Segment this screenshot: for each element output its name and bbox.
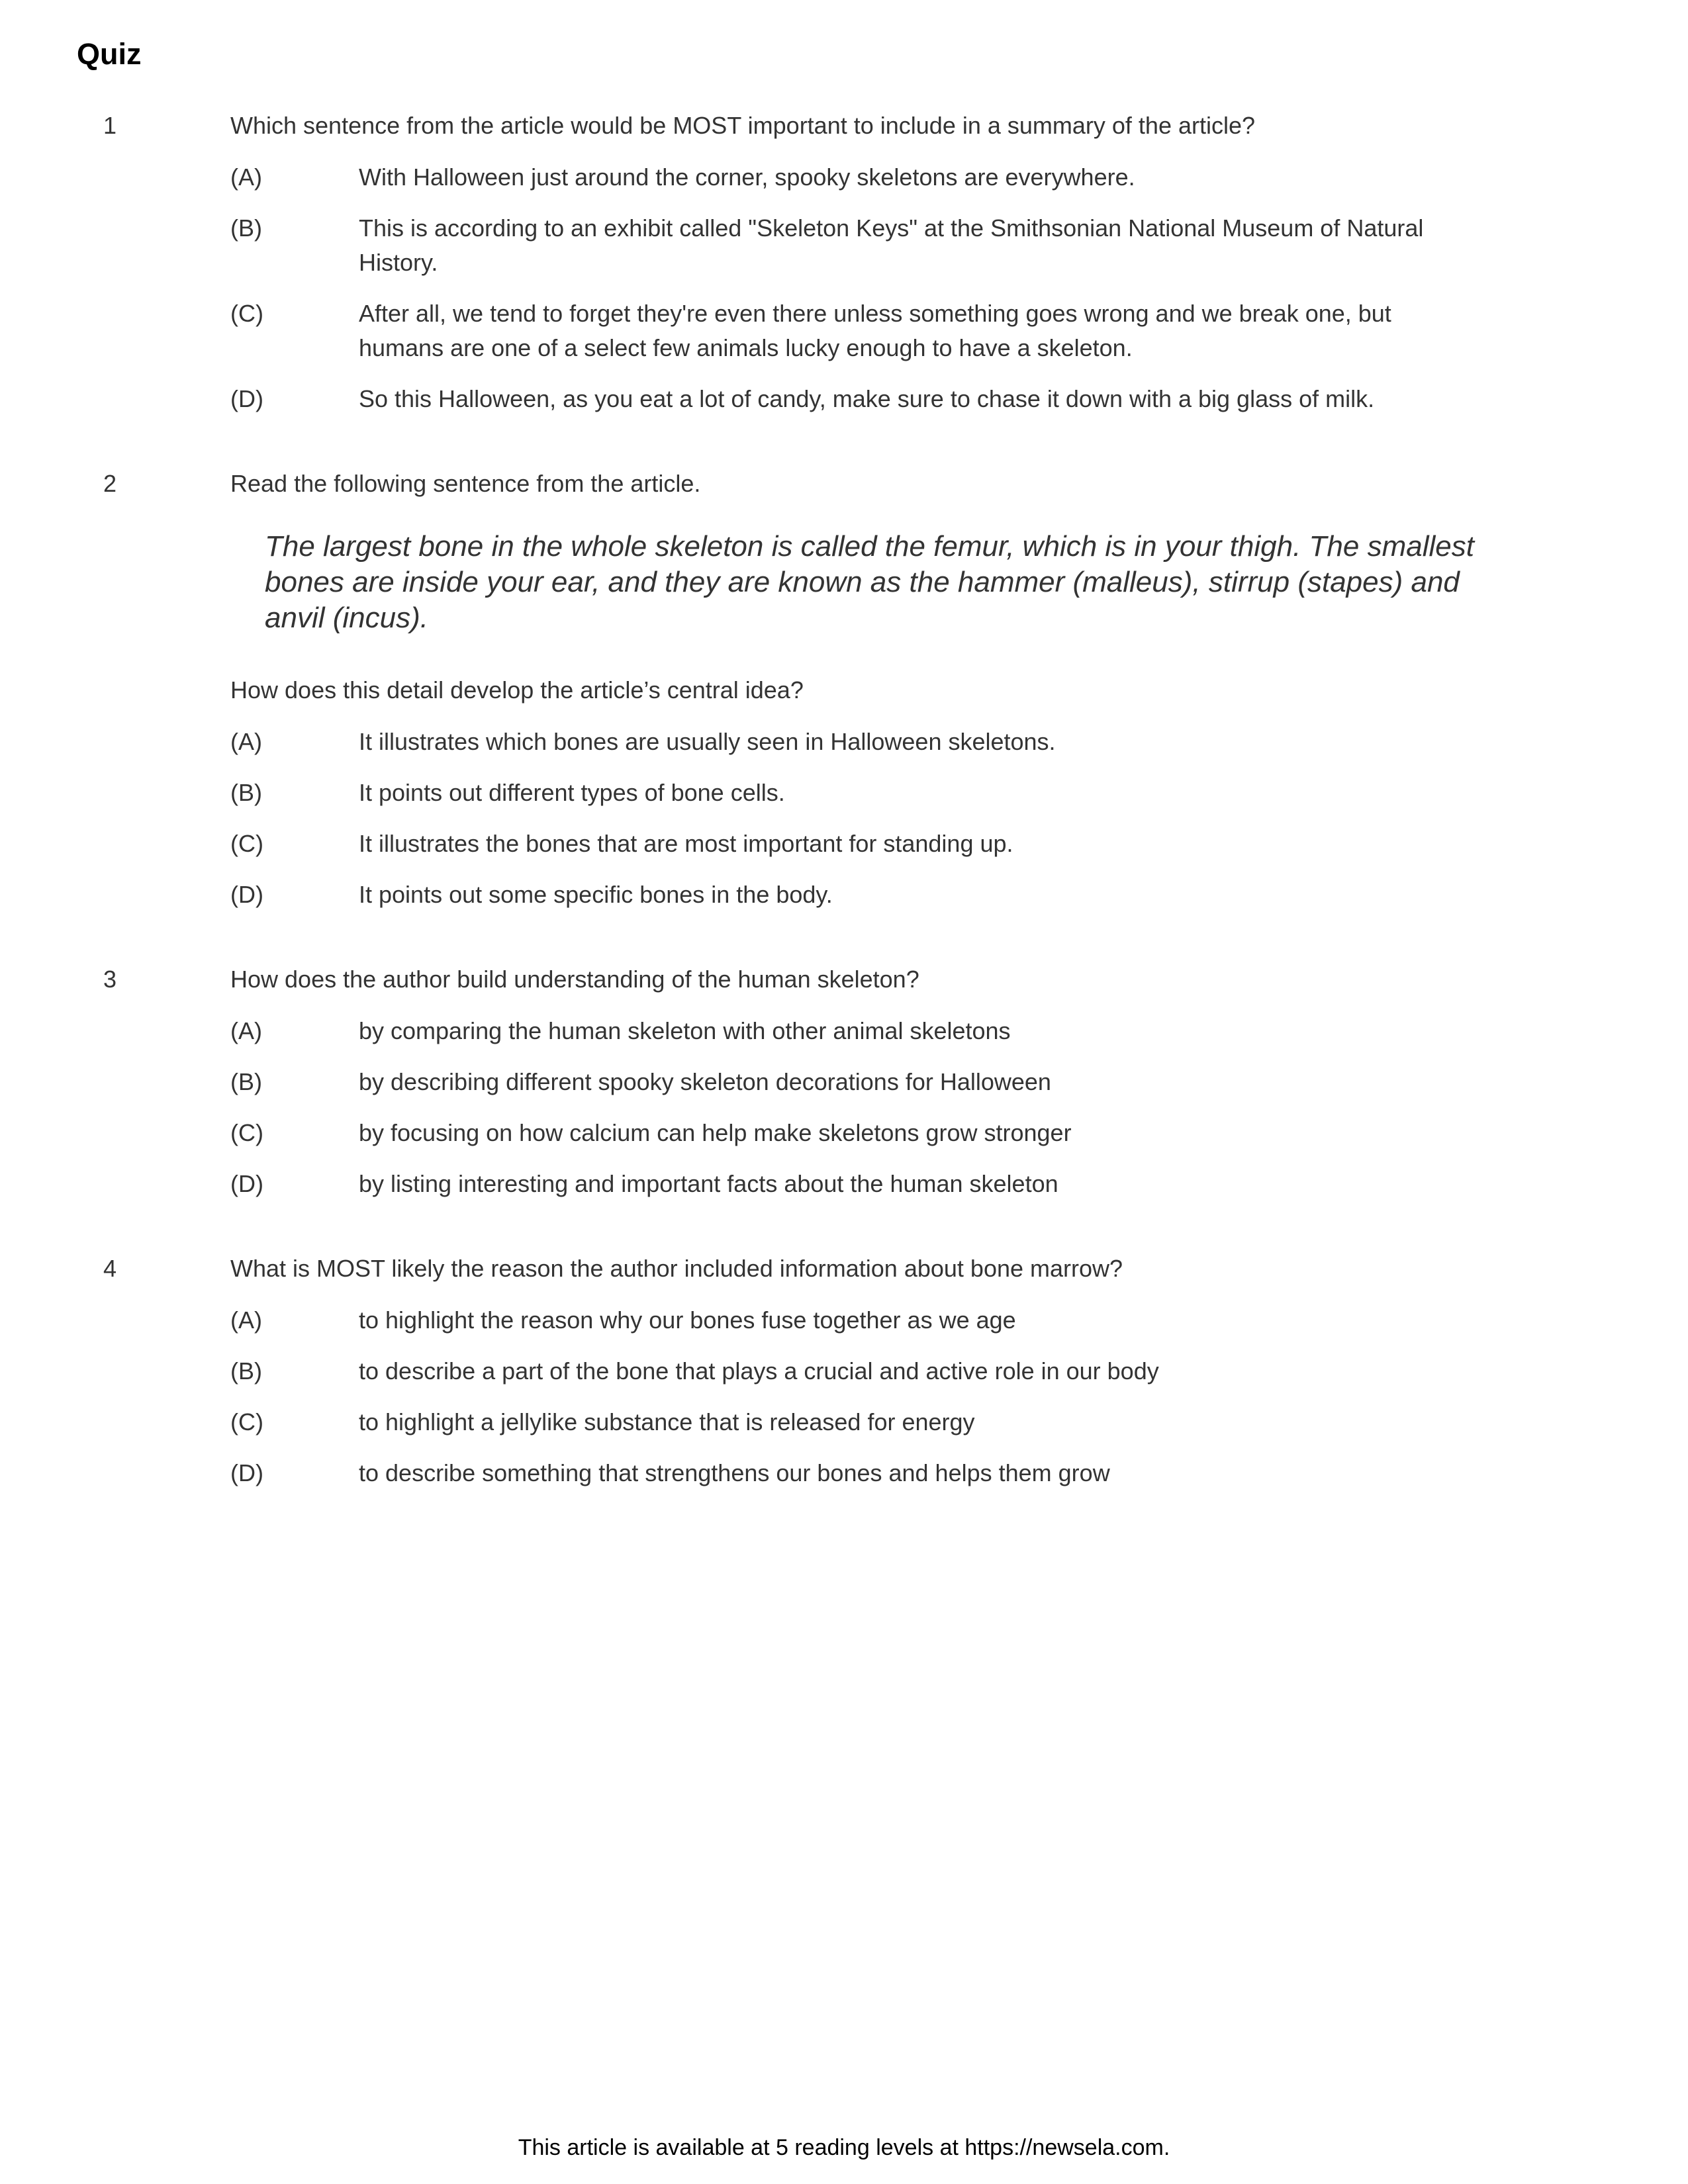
question-number: 1 (103, 112, 117, 139)
question-subprompt: How does this detail develop the article’s central idea? (230, 676, 804, 704)
option-text: to highlight the reason why our bones fuse together as we age (359, 1306, 1016, 1334)
answer-options (0, 1303, 1688, 1490)
question-header (0, 467, 1688, 501)
option-letter: (B) (230, 214, 262, 242)
footer-note: This article is available at 5 reading levels at https://newsela.com. (518, 2135, 1170, 2160)
question-prompt: Which sentence from the article would be MOST important to include in a summary of the article? (230, 112, 1256, 139)
option-text: It points out different types of bone cells. (359, 779, 785, 806)
option-letter: (D) (230, 881, 263, 908)
answer-option-c[interactable] (0, 296, 1688, 365)
question-prompt: How does the author build understanding of the human skeleton? (230, 966, 919, 993)
option-text: by describing different spooky skeleton decorations for Halloween (359, 1068, 1051, 1095)
answer-options (0, 725, 1688, 912)
option-letter: (B) (230, 1068, 262, 1095)
option-text: After all, we tend to forget they're even there unless something goes wrong and we break one, but humans are one of a select few animals lucky enough to have a skeleton. (359, 300, 1391, 361)
option-letter: (C) (230, 1119, 263, 1146)
answer-option-d[interactable] (0, 1167, 1688, 1201)
option-text: by focusing on how calcium can help make skeletons grow stronger (359, 1119, 1072, 1146)
option-text: With Halloween just around the corner, spooky skeletons are everywhere. (359, 163, 1135, 191)
option-text: to describe something that strengthens our bones and helps them grow (359, 1459, 1110, 1486)
question-number: 3 (103, 966, 117, 993)
option-text: to highlight a jellylike substance that is released for energy (359, 1408, 975, 1435)
answer-options (0, 160, 1688, 416)
question-1 (0, 109, 1688, 416)
option-letter: (A) (230, 1306, 262, 1334)
answer-option-a[interactable] (0, 1014, 1688, 1048)
option-text: by comparing the human skeleton with other animal skeletons (359, 1017, 1011, 1044)
question-3 (0, 962, 1688, 1201)
option-letter: (B) (230, 1357, 262, 1385)
option-letter: (D) (230, 1170, 263, 1197)
answer-option-c[interactable] (0, 1405, 1688, 1439)
question-2 (0, 467, 1688, 912)
quiz-questions (0, 109, 1688, 1541)
option-letter: (C) (230, 1408, 263, 1435)
option-letter: (C) (230, 830, 263, 857)
option-text: This is according to an exhibit called "Skeleton Keys" at the Smithsonian National Museum of Natural History. (359, 214, 1424, 276)
option-text: by listing interesting and important facts about the human skeleton (359, 1170, 1058, 1197)
option-letter: (A) (230, 163, 262, 191)
question-prompt: What is MOST likely the reason the author included information about bone marrow? (230, 1255, 1123, 1282)
question-prompt: Read the following sentence from the article. (230, 470, 701, 497)
option-text: So this Halloween, as you eat a lot of candy, make sure to chase it down with a big glass of milk. (359, 385, 1375, 412)
option-letter: (C) (230, 300, 263, 327)
answer-option-a[interactable] (0, 160, 1688, 195)
answer-option-b[interactable] (0, 1065, 1688, 1099)
option-letter: (B) (230, 779, 262, 806)
answer-option-b[interactable] (0, 776, 1688, 810)
option-letter: (A) (230, 1017, 262, 1044)
answer-option-c[interactable] (0, 1116, 1688, 1150)
answer-option-a[interactable] (0, 1303, 1688, 1338)
page-title: Quiz (77, 37, 142, 71)
option-text: to describe a part of the bone that plays a crucial and active role in our body (359, 1357, 1159, 1385)
answer-option-b[interactable] (0, 211, 1688, 280)
question-header (0, 962, 1688, 997)
question-header (0, 109, 1688, 143)
question-4 (0, 1251, 1688, 1490)
answer-option-c[interactable] (0, 827, 1688, 861)
option-letter: (A) (230, 728, 262, 755)
quoted-passage: The largest bone in the whole skeleton is called the femur, which is in your thigh. The smallest bones are inside your ear, and they are known as the hammer (malleus), stirrup (stapes) and anvil (incus). (265, 530, 1474, 634)
option-text: It illustrates which bones are usually seen in Halloween skeletons. (359, 728, 1056, 755)
question-number: 4 (103, 1255, 117, 1282)
question-header (0, 1251, 1688, 1286)
question-number: 2 (103, 470, 117, 497)
answer-options (0, 1014, 1688, 1201)
option-text: It points out some specific bones in the body. (359, 881, 833, 908)
answer-option-b[interactable] (0, 1354, 1688, 1388)
answer-option-d[interactable] (0, 878, 1688, 912)
option-letter: (D) (230, 1459, 263, 1486)
answer-option-d[interactable] (0, 382, 1688, 416)
answer-option-a[interactable] (0, 725, 1688, 759)
option-letter: (D) (230, 385, 263, 412)
option-text: It illustrates the bones that are most important for standing up. (359, 830, 1013, 857)
answer-option-d[interactable] (0, 1456, 1688, 1490)
